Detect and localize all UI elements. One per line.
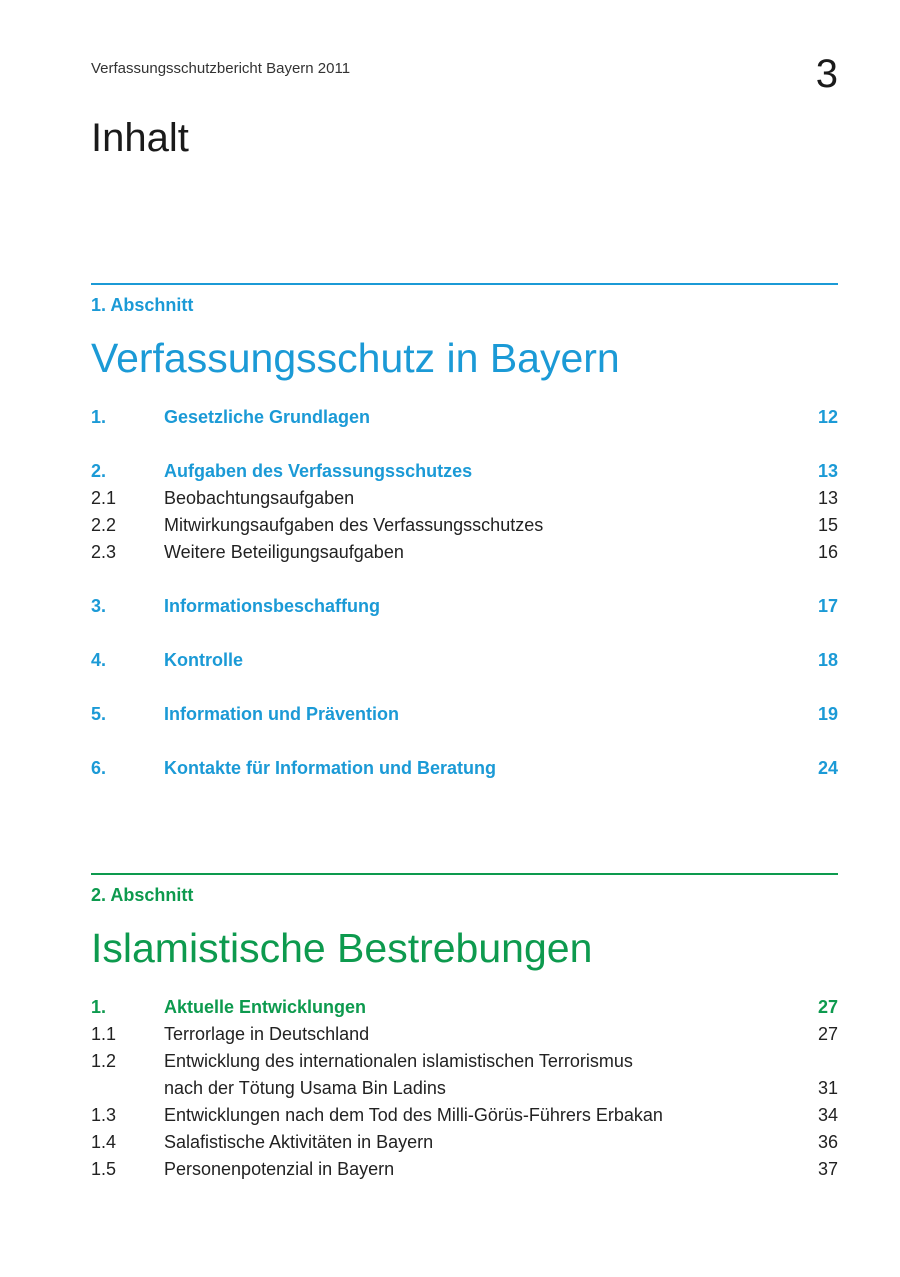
toc-entry: [91, 1102, 838, 1129]
toc-entry-number: 2.1: [91, 488, 117, 508]
toc-entry-number: 1.: [91, 407, 107, 427]
toc-entry: [91, 755, 838, 782]
toc-entry-number: [91, 1075, 164, 1102]
toc-entry-title: Terrorlage in Deutschland: [164, 1024, 370, 1044]
toc-entry-number: 1.4: [91, 1132, 117, 1152]
toc-entry-page: 31: [817, 1078, 838, 1098]
toc-entry-title: Gesetzliche Grundlagen: [164, 407, 371, 427]
page-number: 3: [815, 52, 838, 96]
toc-entry: [91, 1129, 838, 1156]
toc-entry: [91, 404, 838, 431]
toc-entry: [91, 647, 838, 674]
toc-entry-number: 1.: [91, 997, 107, 1017]
toc-entry-title: Kontakte für Information und Beratung: [164, 758, 496, 778]
toc-entry-page: 16: [817, 542, 838, 562]
toc-entry-number: 6.: [91, 758, 107, 778]
running-head: Verfassungsschutzbericht Bayern 2011: [91, 60, 351, 77]
section-title: Verfassungsschutz in Bayern: [91, 335, 620, 381]
toc-entry-page: 37: [817, 1159, 838, 1179]
toc-entry: [91, 539, 838, 566]
toc-entry-page: 27: [817, 997, 838, 1017]
toc-entry: [91, 593, 838, 620]
toc-entry: [91, 485, 838, 512]
section-2: [91, 873, 838, 1183]
toc-entry: [91, 701, 838, 728]
toc-entry-title: nach der Tötung Usama Bin Ladins: [164, 1078, 446, 1098]
toc-entry: [91, 1075, 838, 1102]
toc-entry: [91, 458, 838, 485]
toc-entry-title: Information und Prävention: [164, 704, 400, 724]
toc-entry-number: 1.5: [91, 1159, 117, 1179]
toc-entry-page: 17: [817, 596, 838, 616]
toc-entry-title: Mitwirkungsaufgaben des Verfassungsschutzes: [164, 515, 544, 535]
section-rule: [91, 873, 838, 875]
toc-entry-number: 2.2: [91, 515, 117, 535]
toc-entry-page: 12: [817, 407, 838, 427]
toc-entry: [91, 1156, 838, 1183]
toc-entry-number: 1.3: [91, 1105, 117, 1125]
toc-entry-page: 13: [817, 461, 838, 481]
toc-entry-page: 24: [817, 758, 838, 778]
toc-entry: [91, 1021, 838, 1048]
toc-entry-page: 27: [817, 1024, 838, 1044]
toc-entry-title: Personenpotenzial in Bayern: [164, 1159, 395, 1179]
toc-entry-page: 34: [817, 1105, 838, 1125]
toc-entry-number: 3.: [91, 596, 107, 616]
toc-entry-title: Weitere Beteiligungsaufgaben: [164, 542, 404, 562]
section-label: 1. Abschnitt: [91, 295, 194, 315]
toc-entry-number: 1.2: [91, 1051, 117, 1071]
section-label: 2. Abschnitt: [91, 885, 194, 905]
toc-list: [91, 994, 838, 1183]
toc-entry-page: 19: [817, 704, 838, 724]
toc-entry-page: 18: [817, 650, 838, 670]
toc-entry-title: Beobachtungsaufgaben: [164, 488, 355, 508]
toc-entry-number: 1.1: [91, 1024, 117, 1044]
toc-entry-title: Informationsbeschaffung: [164, 596, 381, 616]
toc-entry: [91, 994, 838, 1021]
toc-entry-number: 5.: [91, 704, 107, 724]
toc-entry-title: Entwicklungen nach dem Tod des Milli-Görüs-Führers Erbakan: [164, 1105, 663, 1125]
toc-entry-title: Aufgaben des Verfassungsschutzes: [164, 461, 473, 481]
toc-entry-number: 2.: [91, 461, 107, 481]
toc-entry-number: 4.: [91, 650, 107, 670]
section-title: Islamistische Bestrebungen: [91, 925, 593, 971]
toc-entry: [91, 1048, 838, 1075]
toc-entry-title: Aktuelle Entwicklungen: [164, 997, 367, 1017]
toc-entry-page: 13: [817, 488, 838, 508]
toc-entry-page: 15: [817, 515, 838, 535]
toc-entry-title: Kontrolle: [164, 650, 243, 670]
toc-entry-page: 36: [817, 1132, 838, 1152]
toc-entry-page: [788, 1048, 838, 1075]
section-1: [91, 283, 838, 782]
toc-entry-title: Salafistische Aktivitäten in Bayern: [164, 1132, 434, 1152]
toc-entry-title: Entwicklung des internationalen islamistischen Terrorismus: [164, 1051, 633, 1071]
toc-list: [91, 404, 838, 782]
toc-entry-number: 2.3: [91, 542, 117, 562]
toc-entry: [91, 512, 838, 539]
page-title: Inhalt: [91, 116, 189, 160]
section-rule: [91, 283, 838, 285]
